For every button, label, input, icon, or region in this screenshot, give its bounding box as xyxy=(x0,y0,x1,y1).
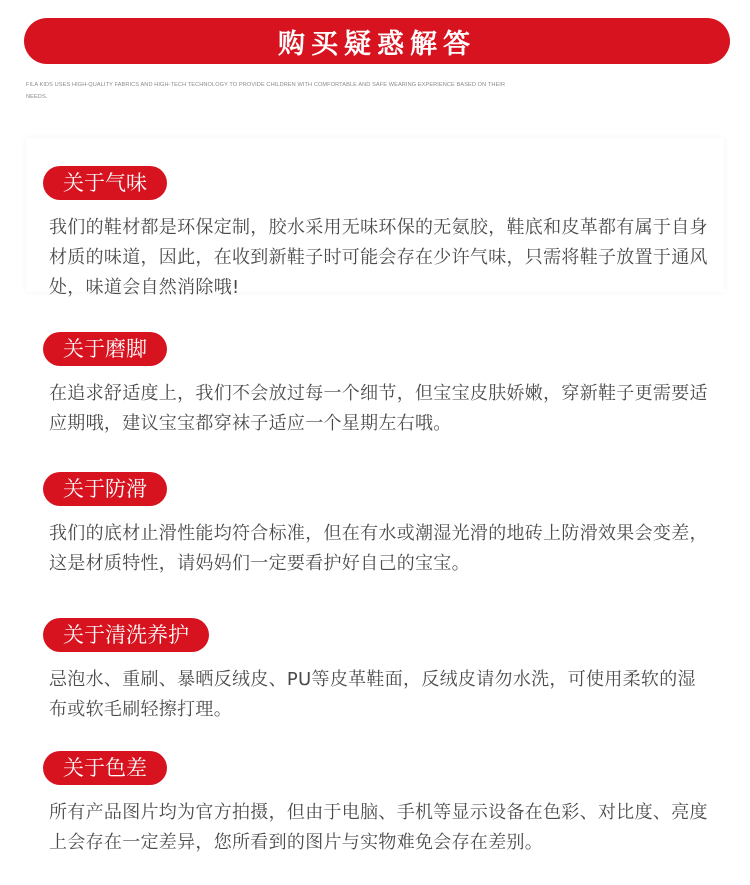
section-care-text: 忌泡水、重刷、暴晒反绒皮、PU等皮革鞋面，反绒皮请勿水洗，可使用柔软的湿布或软毛刷轻擦打理。 xyxy=(49,669,696,720)
section-antislip-text: 我们的底材止滑性能均符合标准，但在有水或潮湿光滑的地砖上防滑效果会变差，这是材质特性，请妈妈们一定要看护好自己的宝宝。 xyxy=(49,523,708,574)
section-antislip-label: 关于防滑 xyxy=(43,472,167,506)
section-care-label: 关于清洗养护 xyxy=(43,618,209,652)
section-color-text: 所有产品图片均为官方拍摄，但由于电脑、手机等显示设备在色彩、对比度、亮度上会存在一定差异，您所看到的图片与实物难免会存在差别。 xyxy=(49,802,708,853)
section-chafing-label: 关于磨脚 xyxy=(43,332,167,366)
header-banner xyxy=(24,18,730,64)
page-title: 购买疑惑解答 xyxy=(278,28,476,60)
section-chafing-text: 在追求舒适度上，我们不会放过每一个细节，但宝宝皮肤娇嫩，穿新鞋子更需要适应期哦，建议宝宝都穿袜子适应一个星期左右哦。 xyxy=(49,383,708,434)
section-color-label: 关于色差 xyxy=(43,751,167,785)
section-odor-label: 关于气味 xyxy=(43,166,167,200)
brand-description: FILA KIDS USES HIGH-QUALITY FABRICS AND HIGH-TECH TECHNOLOGY TO PROVIDE CHILDREN WITH COMFORTABLE AND SAFE WEARING EXPERIENCE BASED ON THEIR NEEDS. xyxy=(26,82,506,100)
section-odor-text: 我们的鞋材都是环保定制，胶水采用无味环保的无氨胶，鞋底和皮革都有属于自身材质的味道，因此，在收到新鞋子时可能会存在少许气味，只需将鞋子放置于通风处，味道会自然消除哦! xyxy=(49,217,708,298)
